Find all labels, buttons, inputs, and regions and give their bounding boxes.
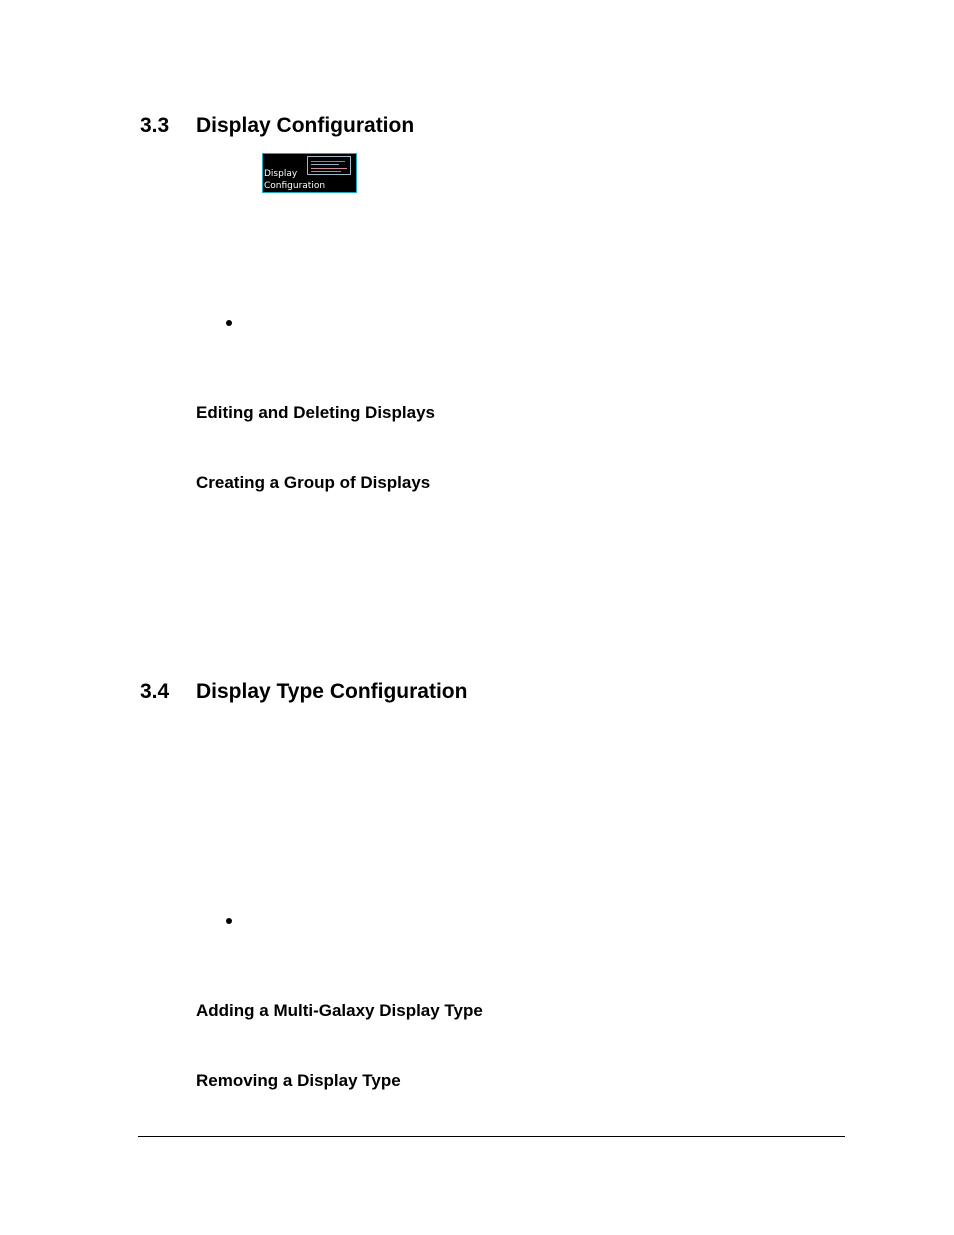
thumbnail-line [311,164,339,165]
icon-label-line2: Configuration [264,181,326,191]
section-title-display-configuration: Display Configuration [196,114,415,137]
thumbnail-line [311,161,345,162]
section-number-3-4: 3.4 [140,680,170,703]
bullet-point [226,918,232,924]
thumbnail-line [311,168,347,169]
subheading-creating-a-group-of-displays: Creating a Group of Displays [196,473,431,492]
subheading-adding-a-multi-galaxy-display-type: Adding a Multi-Galaxy Display Type [196,1001,483,1020]
section-title-display-type-configuration: Display Type Configuration [196,680,468,703]
display-thumbnail-icon [307,156,351,175]
icon-label-line1: Display [264,169,298,179]
subheading-editing-and-deleting-displays: Editing and Deleting Displays [196,403,435,422]
thumbnail-line [311,171,341,172]
footer-divider [138,1136,845,1137]
bullet-point [226,320,232,326]
display-configuration-icon[interactable] [262,153,357,193]
subheading-removing-a-display-type: Removing a Display Type [196,1071,401,1090]
section-number-3-3: 3.3 [140,114,170,137]
